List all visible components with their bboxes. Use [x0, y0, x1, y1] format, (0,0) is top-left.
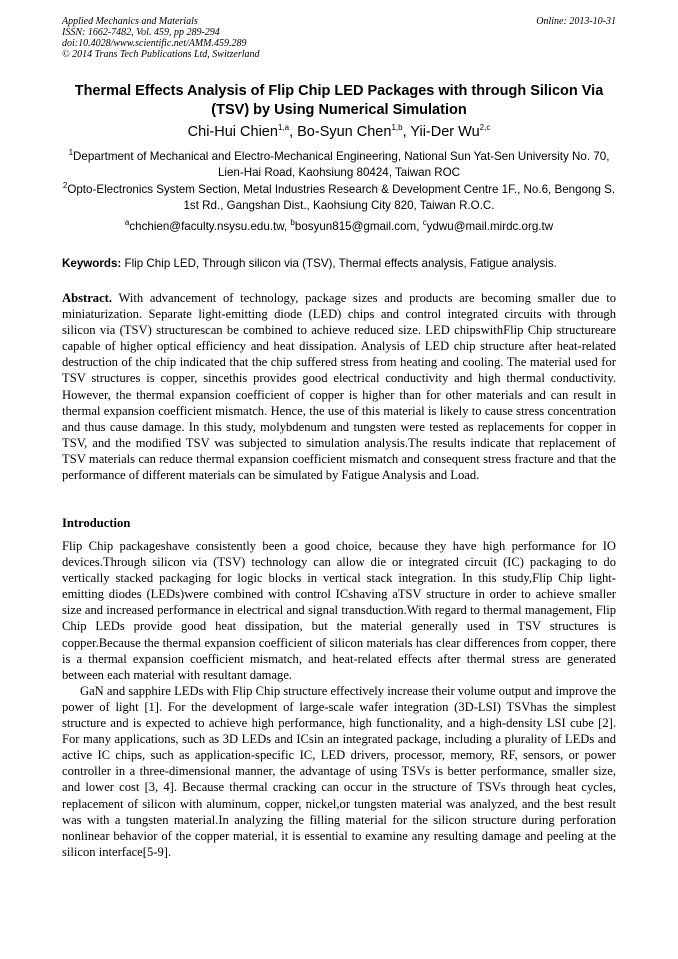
- affiliation-text: Department of Mechanical and Electro-Mechanical Engineering, National Sun Yat-Sen University No. 70, Lien-Hai Road, Kaohsiung 80424, Taiwan ROC: [73, 150, 610, 179]
- email-separator: ,: [416, 220, 423, 233]
- author-name: Chi-Hui Chien: [187, 124, 278, 140]
- affiliation-superscript: 2: [62, 181, 68, 191]
- affiliation-2: [62, 182, 616, 213]
- affiliation-text: Opto-Electronics System Section, Metal Industries Research & Development Centre 1F., No.6, Bengong S. 1st Rd., Gangshan Dist., Kaohsiung City 820, Taiwan R.O.C.: [67, 183, 616, 212]
- keywords: [62, 256, 616, 271]
- author-superscript: 2,c: [479, 123, 491, 133]
- author-list: [62, 123, 616, 141]
- introduction-body: [62, 538, 616, 860]
- abstract-paragraph: [62, 290, 616, 483]
- online-date: Online: 2013-10-31: [536, 16, 616, 27]
- email-list: [62, 219, 616, 235]
- affiliation-superscript: 1: [68, 148, 74, 158]
- author-name: Bo-Syun Chen: [297, 124, 392, 140]
- introduction-paragraph: GaN and sapphire LEDs with Flip Chip structure effectively increase their volume output and improve the power of light [1]. For the development of large-scale wafer integration (3D-LSI) TSVhas the simplest structure and is expected to achieve high performance, high functionality, and a high-density LSI cube [2]. For many applications, such as 3D LEDs and ICsin an integrated package, including a plurality of LEDs and active IC chips, such as application-specific IC, LED drivers, processor, memory, RF, sensors, or power controller in a three-dimensional manner, the advantage of using TSVs is better performance, smaller size, and lower cost [3, 4]. Because thermal cracking can occur in the structure of TSVs through heat cycles, replacement of silicon with aluminum, copper, nickel,or tungsten material was analyzed, and the best result was with a tungsten material.In analyzing the filling material for the silicon structure during perforation nonlinear behavior of the copper material, it is essential to examine any resulting damage and peeling at the silicon interface[5-9].: [62, 683, 616, 859]
- keywords-label: Keywords:: [62, 257, 122, 270]
- journal-issn: ISSN: 1662-7482, Vol. 459, pp 289-294: [62, 27, 220, 38]
- email-superscript: c: [422, 218, 427, 228]
- email-superscript: a: [124, 218, 130, 228]
- abstract-text: With advancement of technology, package sizes and products are becoming smaller due to miniaturization. Separate light-emitting diode (LED) chips and control integrated circuits with through silicon via (TSV) structurescan be combined to achieve reduced size. LED chipswithFlip Chip structureare capable of higher optical efficiency and heat dissipation. Analysis of LED chip structure after heat-related destruction of the chip indicated that the chip suffered stress from heating and cooling. The material used for TSV structures is copper, sincethis provides good electrical conductivity and high thermal conductivity. However, the thermal expansion coefficient of copper is higher than for other materials and can result in thermal expansion coefficient mismatch. Hence, the use of this material is likely to cause stress concentration and thus cause damage. In this study, molybdenum and tungsten were tested as replacements for copper in TSV, and the modified TSV was subjected to simulation analysis.The results indicate that replacement of TSV materials can reduce thermal expansion coefficient mismatch and consequent stress fracture and that the performance of different materials can be simulated by Fatigue Analysis and Load.: [62, 291, 616, 483]
- abstract: [62, 290, 616, 483]
- email-separator: ,: [283, 220, 291, 233]
- introduction-heading: Introduction: [62, 516, 131, 530]
- author-separator: ,: [402, 124, 411, 140]
- journal-header: [62, 16, 616, 60]
- journal-copyright: © 2014 Trans Tech Publications Ltd, Switzerland: [62, 49, 260, 60]
- affiliation-1: [62, 149, 616, 180]
- author-superscript: 1,b: [391, 123, 403, 133]
- author-superscript: 1,a: [277, 123, 290, 133]
- keywords-text: Flip Chip LED, Through silicon via (TSV), Thermal effects analysis, Fatigue analysis.: [124, 257, 557, 270]
- email-address: bosyun815@gmail.com: [294, 220, 417, 233]
- author-separator: ,: [289, 124, 298, 140]
- journal-name: Applied Mechanics and Materials: [62, 16, 198, 27]
- abstract-label: Abstract.: [62, 291, 113, 305]
- journal-doi: doi:10.4028/www.scientific.net/AMM.459.289: [62, 38, 247, 49]
- email-address: chchien@faculty.nsysu.edu.tw: [129, 220, 284, 233]
- introduction-paragraph: Flip Chip packageshave consistently been a good choice, because they have high performance for IO devices.Through silicon via (TSV) technology can allow die or integrated circuit (IC) packaging to do vertically stacked packaging for logic blocks in vertical stack integration. In this study,Flip Chip light-emitting diodes (LEDs)were combined with control ICshaving aTSV structure in order to achieve smaller size and increased performance in electrical and signal transduction.With regard to thermal management, Flip Chip LEDs provide good heat dissipation, but the material generally used in TSV structures is copper.Because the thermal expansion coefficient of silicon materials has clear differences from copper, there is a thermal expansion coefficient mismatch, and heat-related effects after thermal stress are generated between each material with resultant damage.: [62, 539, 616, 682]
- email-superscript: b: [290, 218, 295, 228]
- paper-title: Thermal Effects Analysis of Flip Chip LED Packages with through Silicon Via (TSV) by Using Numerical Simulation: [74, 83, 604, 118]
- author-name: Yii-Der Wu: [410, 124, 480, 140]
- email-address: ydwu@mail.mirdc.org.tw: [426, 220, 554, 233]
